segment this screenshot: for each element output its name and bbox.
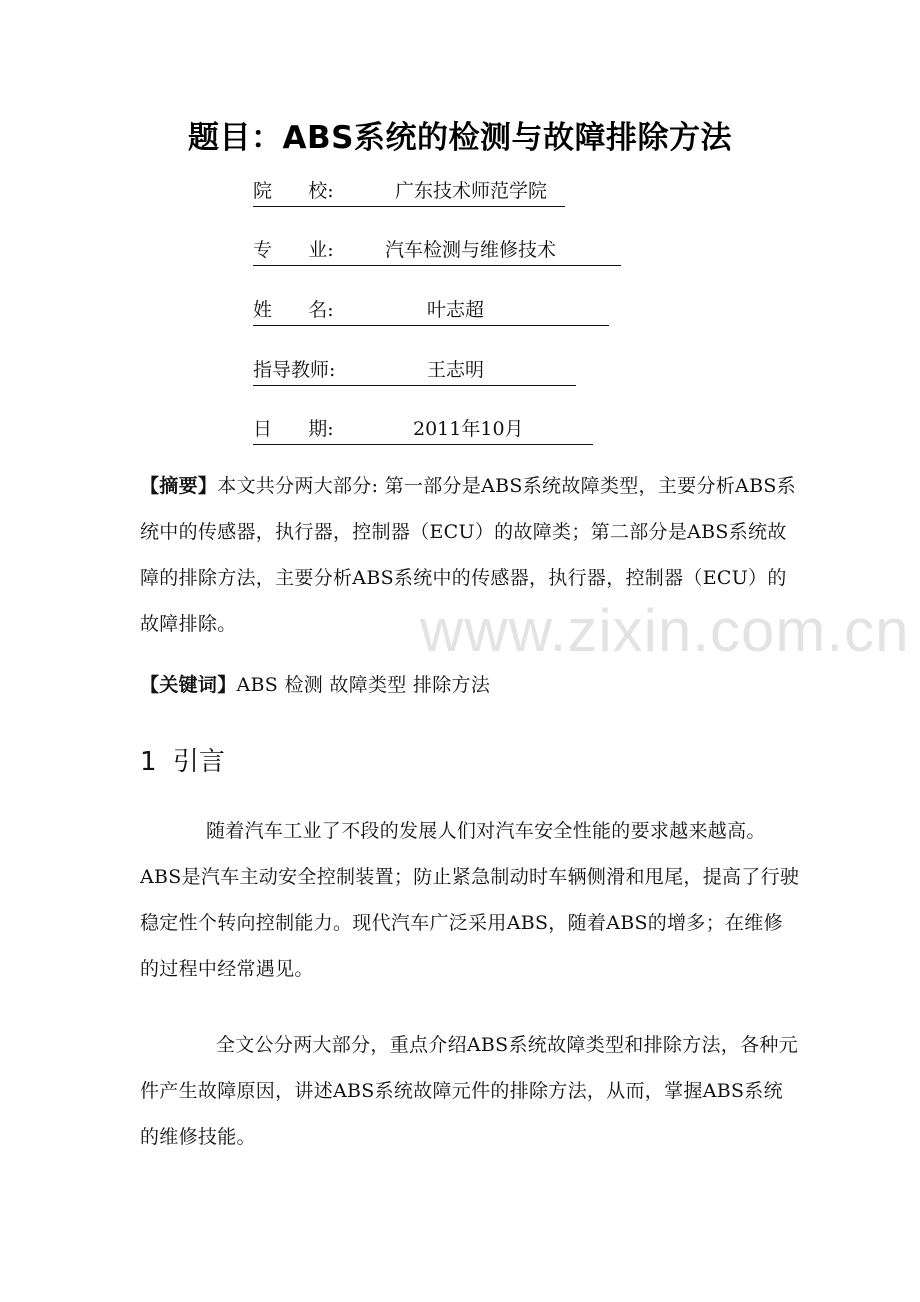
keywords-paragraph (140, 662, 800, 708)
document-title: 题目：ABS系统的检测与故障排除方法 (188, 120, 732, 156)
info-row-advisor (253, 355, 576, 386)
info-label-advisor: 指导教师: (253, 359, 336, 381)
body-paragraph-1: 随着汽车工业了不段的发展人们对汽车安全性能的要求越来越高。ABS是汽车主动安全控制装置；防止紧急制动时车辆侧滑和甩尾，提高了行驶稳定性个转向控制能力。现代汽车广泛采用ABS，随着ABS的增多；在维修的过程中经常遇见。 (140, 820, 800, 980)
info-label-school: 院 校: (253, 180, 334, 202)
info-row-name (253, 295, 609, 326)
body-paragraph-2: 全文公分两大部分，重点介绍ABS系统故障类型和排除方法，各种元件产生故障原因，讲述ABS系统故障元件的排除方法，从而，掌握ABS系统的维修技能。 (140, 1034, 799, 1148)
info-label-date: 日 期: (253, 418, 334, 440)
section-number: 1 (140, 747, 157, 777)
abstract-label: 【摘要】 (140, 475, 218, 497)
keywords-label: 【关键词】 (140, 674, 237, 696)
abstract-text: 本文共分两大部分: 第一部分是ABS系统故障类型，主要分析ABS系统中的传感器，执行器，控制器（ECU）的故障类；第二部分是ABS系统故障的排除方法，主要分析ABS系统中的传感器，执行器，控制器（ECU）的故障排除。 (140, 475, 796, 635)
keywords-text: ABS 检测 故障类型 排除方法 (236, 674, 491, 696)
info-value-name: 叶志超 (427, 299, 485, 321)
info-value-major: 汽车检测与维修技术 (385, 239, 557, 261)
info-row-date (253, 414, 593, 445)
info-row-school (253, 176, 565, 207)
info-value-school: 广东技术师范学院 (395, 180, 548, 202)
section-heading (140, 740, 225, 784)
watermark-text: www.zixin.com.cn (420, 597, 910, 664)
info-row-major (253, 235, 621, 266)
info-label-major: 专 业: (253, 239, 334, 261)
info-value-date: 2011年10月 (413, 418, 524, 440)
info-value-advisor: 王志明 (427, 359, 485, 381)
info-label-name: 姓 名: (253, 299, 334, 321)
section-title: 引言 (172, 747, 225, 777)
